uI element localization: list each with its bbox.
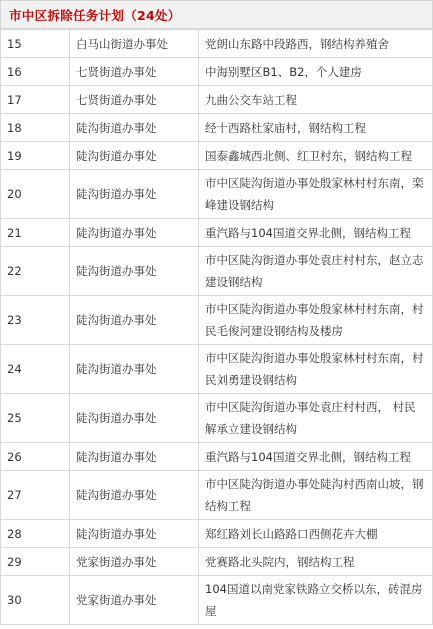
table-title-text: 市中区拆除任务计划（24处） xyxy=(9,7,181,23)
row-office: 七贤街道办事处 xyxy=(70,58,199,86)
table-row xyxy=(1,247,433,296)
row-location: 重汽路与104国道交界北侧，钢结构工程 xyxy=(199,443,433,471)
table-row xyxy=(1,30,433,58)
row-location: 104国道以南党家铁路立交桥以东，砖混房屋 xyxy=(199,576,433,625)
row-location: 九曲公交车站工程 xyxy=(199,86,433,114)
row-location: 重汽路与104国道交界北侧，钢结构工程 xyxy=(199,219,433,247)
row-office: 七贤街道办事处 xyxy=(70,86,199,114)
table-row xyxy=(1,219,433,247)
table-row xyxy=(1,471,433,520)
table-row xyxy=(1,394,433,443)
row-office: 陡沟街道办事处 xyxy=(70,170,199,219)
row-number: 27 xyxy=(1,471,70,520)
row-office: 陡沟街道办事处 xyxy=(70,114,199,142)
row-location: 市中区陡沟街道办事处袁庄村村西， 村民解承立建设钢结构 xyxy=(199,394,433,443)
row-location: 党赛路北头院内，钢结构工程 xyxy=(199,548,433,576)
table-row xyxy=(1,296,433,345)
table-body xyxy=(1,30,433,625)
row-location: 中海别墅区B1、B2，个人建房 xyxy=(199,58,433,86)
row-location: 郑红路刘长山路路口西侧花卉大棚 xyxy=(199,520,433,548)
row-office: 党家街道办事处 xyxy=(70,576,199,625)
row-location: 市中区陡沟街道办事处殷家林村村东南，村民刘勇建设钢结构 xyxy=(199,345,433,394)
row-office: 党家街道办事处 xyxy=(70,548,199,576)
row-office: 陡沟街道办事处 xyxy=(70,471,199,520)
table-title xyxy=(0,0,433,29)
row-office: 陡沟街道办事处 xyxy=(70,219,199,247)
table-row xyxy=(1,576,433,625)
row-location: 市中区陡沟街道办事处殷家林村村东南，栾峰建设钢结构 xyxy=(199,170,433,219)
row-number: 17 xyxy=(1,86,70,114)
row-office: 陡沟街道办事处 xyxy=(70,296,199,345)
table-row xyxy=(1,548,433,576)
row-office: 陡沟街道办事处 xyxy=(70,142,199,170)
table-row xyxy=(1,58,433,86)
row-number: 16 xyxy=(1,58,70,86)
row-number: 21 xyxy=(1,219,70,247)
demolition-task-table xyxy=(0,29,433,625)
row-number: 30 xyxy=(1,576,70,625)
table-row xyxy=(1,443,433,471)
row-location: 经十西路杜家庙村，钢结构工程 xyxy=(199,114,433,142)
row-office: 陡沟街道办事处 xyxy=(70,345,199,394)
table-row xyxy=(1,520,433,548)
row-number: 19 xyxy=(1,142,70,170)
row-number: 20 xyxy=(1,170,70,219)
row-number: 25 xyxy=(1,394,70,443)
table-row xyxy=(1,170,433,219)
table-row xyxy=(1,345,433,394)
row-office: 陡沟街道办事处 xyxy=(70,247,199,296)
row-number: 28 xyxy=(1,520,70,548)
row-office: 白马山街道办事处 xyxy=(70,30,199,58)
table-row xyxy=(1,142,433,170)
row-location: 市中区陡沟街道办事处袁庄村村东，赵立志建设钢结构 xyxy=(199,247,433,296)
row-number: 26 xyxy=(1,443,70,471)
row-office: 陡沟街道办事处 xyxy=(70,443,199,471)
row-number: 29 xyxy=(1,548,70,576)
row-number: 24 xyxy=(1,345,70,394)
row-number: 15 xyxy=(1,30,70,58)
row-location: 国泰鑫城西北侧、红卫村东，钢结构工程 xyxy=(199,142,433,170)
row-office: 陡沟街道办事处 xyxy=(70,520,199,548)
row-location: 市中区陡沟街道办事处陡沟村西南山坡，钢结构工程 xyxy=(199,471,433,520)
row-number: 22 xyxy=(1,247,70,296)
row-location: 市中区陡沟街道办事处殷家林村村东南，村民毛俊河建设钢结构及楼房 xyxy=(199,296,433,345)
row-location: 党朗山东路中段路西，钢结构养殖舍 xyxy=(199,30,433,58)
table-row xyxy=(1,114,433,142)
row-number: 23 xyxy=(1,296,70,345)
table-row xyxy=(1,86,433,114)
row-number: 18 xyxy=(1,114,70,142)
row-office: 陡沟街道办事处 xyxy=(70,394,199,443)
